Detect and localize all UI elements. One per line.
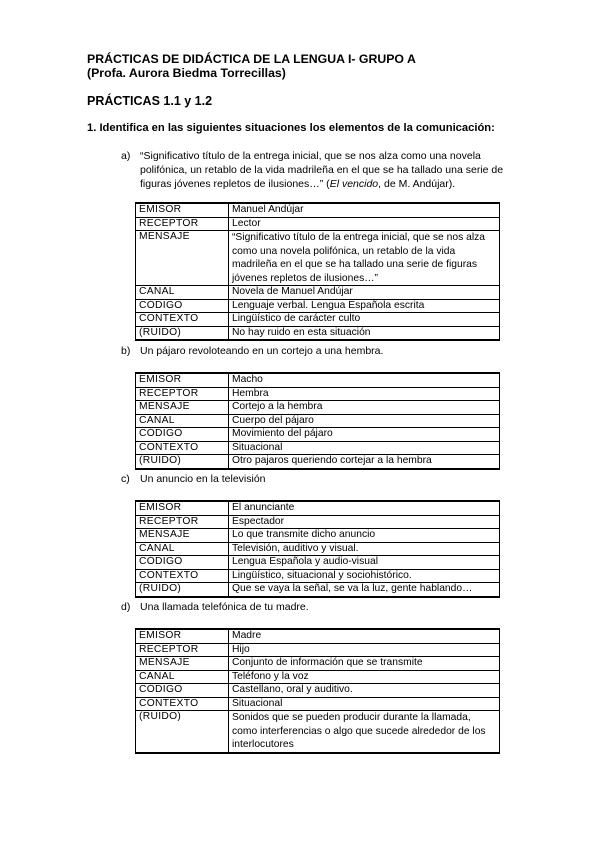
row-value: Situacional <box>229 697 500 711</box>
row-value: Teléfono y la voz <box>229 670 500 684</box>
table-row <box>136 441 500 455</box>
item-a-work-title: El vencido <box>329 177 379 190</box>
row-value: Sonidos que se pueden producir durante la llamada, como interferencias o algo que sucede alrededor de los interlocutores <box>229 711 500 753</box>
table-row <box>136 203 500 217</box>
row-label: MENSAJE <box>136 401 229 415</box>
row-label: CÓDIGO <box>136 299 229 313</box>
row-label: (RUIDO) <box>136 711 229 753</box>
item-d-letter: d) <box>121 601 131 613</box>
row-value: “Significativo título de la entrega inicial, que se nos alza como una novela polifónica, un retablo de la vida madrileña en el que se ha tallado una serie de figuras jóvenes repletos de ilusiones…” <box>229 231 500 286</box>
row-value: Lingüístico, situacional y sociohistórico. <box>229 569 500 583</box>
row-value: Hembra <box>229 387 500 401</box>
table-row <box>136 286 500 300</box>
table-row <box>136 697 500 711</box>
table-row <box>136 373 500 387</box>
table-row <box>136 657 500 671</box>
row-label: (RUIDO) <box>136 455 229 469</box>
table-row <box>136 569 500 583</box>
row-value: Cuerpo del pájaro <box>229 414 500 428</box>
item-b-text: Un pájaro revoloteando en un cortejo a una hembra. <box>140 345 384 357</box>
table-row <box>136 529 500 543</box>
row-label: CANAL <box>136 670 229 684</box>
item-c-letter: c) <box>121 473 130 485</box>
row-value: Lingüístico de carácter culto <box>229 313 500 327</box>
table-row <box>136 217 500 231</box>
table-row <box>136 501 500 515</box>
row-value: Que se vaya la señal, se va la luz, gente hablando… <box>229 583 500 597</box>
row-label: CONTEXTO <box>136 569 229 583</box>
table-row <box>136 455 500 469</box>
row-value: Situacional <box>229 441 500 455</box>
row-label: (RUIDO) <box>136 583 229 597</box>
row-label: CÓDIGO <box>136 684 229 698</box>
item-a-quote: “Significativo título de la entrega inicial, que se nos alza como una novela polifónica, un retablo de la vida madrileña en el que se ha tallado una serie de figuras jóvenes repletos de ilusiones…” ( <box>140 150 504 190</box>
row-label: MENSAJE <box>136 231 229 286</box>
row-value: Novela de Manuel Andújar <box>229 286 500 300</box>
document-subtitle: (Profa. Aurora Biedma Torrecillas) <box>87 66 286 80</box>
item-c-text: Un anuncio en la televisión <box>140 473 266 485</box>
item-b-letter: b) <box>121 345 131 357</box>
table-row <box>136 428 500 442</box>
table-row <box>136 387 500 401</box>
row-label: RECEPTOR <box>136 387 229 401</box>
row-value: No hay ruido en esta situación <box>229 326 500 340</box>
row-value: Castellano, oral y auditivo. <box>229 684 500 698</box>
section-heading: PRÁCTICAS 1.1 y 1.2 <box>87 94 213 108</box>
table-row <box>136 583 500 597</box>
row-label: CONTEXTO <box>136 313 229 327</box>
row-value: Televisión, auditivo y visual. <box>229 542 500 556</box>
row-label: MENSAJE <box>136 657 229 671</box>
row-value: Lengua Española y audio-visual <box>229 556 500 570</box>
row-label: CONTEXTO <box>136 441 229 455</box>
row-value: Manuel Andújar <box>229 203 500 217</box>
row-value: Hijo <box>229 643 500 657</box>
row-label: EMISOR <box>136 203 229 217</box>
communication-table-b <box>135 372 500 470</box>
table-row <box>136 231 500 286</box>
item-a-letter: a) <box>121 150 131 162</box>
row-label: MENSAJE <box>136 529 229 543</box>
table-row <box>136 414 500 428</box>
table-row <box>136 629 500 643</box>
row-label: EMISOR <box>136 373 229 387</box>
row-value: Movimiento del pájaro <box>229 428 500 442</box>
row-value: El anunciante <box>229 501 500 515</box>
document-title: PRÁCTICAS DE DIDÁCTICA DE LA LENGUA I- GRUPO A <box>87 52 416 66</box>
communication-table-d <box>135 628 500 754</box>
row-value: Otro pajaros queriendo cortejar a la hembra <box>229 455 500 469</box>
table-row <box>136 711 500 753</box>
item-a-author: , de M. Andújar). <box>378 177 456 190</box>
row-label: (RUIDO) <box>136 326 229 340</box>
row-label: EMISOR <box>136 629 229 643</box>
row-value: Madre <box>229 629 500 643</box>
item-a-text <box>140 150 510 191</box>
table-row <box>136 684 500 698</box>
row-label: CANAL <box>136 286 229 300</box>
table-row <box>136 670 500 684</box>
row-value: Macho <box>229 373 500 387</box>
table-row <box>136 643 500 657</box>
row-value: Conjunto de información que se transmite <box>229 657 500 671</box>
row-label: CÓDIGO <box>136 556 229 570</box>
table-row <box>136 313 500 327</box>
communication-table-c <box>135 500 500 598</box>
communication-table-a <box>135 202 500 341</box>
row-value: Cortejo a la hembra <box>229 401 500 415</box>
row-label: CANAL <box>136 414 229 428</box>
row-label: RECEPTOR <box>136 515 229 529</box>
row-label: CÓDIGO <box>136 428 229 442</box>
table-row <box>136 515 500 529</box>
row-label: CANAL <box>136 542 229 556</box>
table-row <box>136 299 500 313</box>
row-value: Espectador <box>229 515 500 529</box>
row-value: Lenguaje verbal. Lengua Española escrita <box>229 299 500 313</box>
question-heading: 1. Identifica en las siguientes situaciones los elementos de la comunicación: <box>87 122 495 134</box>
row-label: CONTEXTO <box>136 697 229 711</box>
table-row <box>136 326 500 340</box>
row-value: Lo que transmite dicho anuncio <box>229 529 500 543</box>
table-row <box>136 401 500 415</box>
table-row <box>136 556 500 570</box>
row-value: Lector <box>229 217 500 231</box>
table-row <box>136 542 500 556</box>
row-label: RECEPTOR <box>136 643 229 657</box>
item-d-text: Una llamada telefónica de tu madre. <box>140 601 309 613</box>
row-label: RECEPTOR <box>136 217 229 231</box>
row-label: EMISOR <box>136 501 229 515</box>
